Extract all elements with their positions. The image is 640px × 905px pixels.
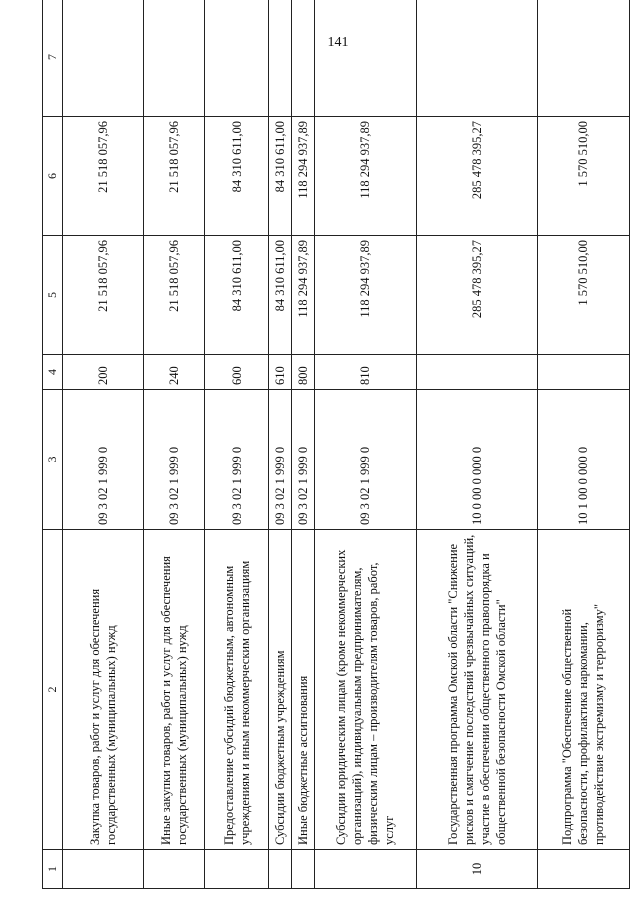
row-number: [205, 850, 269, 889]
rotated-page: [42, 31, 630, 889]
header-col-4: 4: [43, 355, 63, 390]
row-amount-5: 84 310 611,00: [269, 236, 292, 355]
row-amount-5: 285 478 395,27: [416, 236, 537, 355]
table-row: [205, 0, 269, 889]
row-type: 600: [205, 355, 269, 390]
row-amount-5: 1 570 510,00: [537, 236, 629, 355]
row-number: [143, 850, 205, 889]
table-row: [269, 0, 292, 889]
row-col-7: [143, 0, 205, 117]
row-amount-6: 285 478 395,27: [416, 117, 537, 236]
row-name: Государственная программа Омской области "Снижение рисков и смягчение последствий чрезвычайных ситуаций, участие в обеспечении общественного правопорядка и общественной безопасности Омской области": [416, 530, 537, 850]
row-amount-6: 1 570 510,00: [537, 117, 629, 236]
row-number: [292, 850, 315, 889]
row-type: 200: [63, 355, 143, 390]
row-col-7: [63, 0, 143, 117]
header-col-2: 2: [43, 530, 63, 850]
rotated-table-area: [42, 31, 630, 889]
page-number: 141: [327, 35, 349, 50]
table-row: [315, 0, 416, 889]
row-amount-5: 21 518 057,96: [63, 236, 143, 355]
row-amount-6: 21 518 057,96: [63, 117, 143, 236]
table-row: [63, 0, 143, 889]
row-name: Субсидии бюджетным учреждениям: [269, 530, 292, 850]
row-col-7: [537, 0, 629, 117]
row-type: 240: [143, 355, 205, 390]
row-type: 800: [292, 355, 315, 390]
row-col-7: [269, 0, 292, 117]
row-name: Иные закупки товаров, работ и услуг для обеспечения государственных (муниципальных) нужд: [143, 530, 205, 850]
row-name: Подпрограмма "Обеспечение общественной безопасности, профилактика наркомании, противодействие экстремизму и терроризму": [537, 530, 629, 850]
row-name: Иные бюджетные ассигнования: [292, 530, 315, 850]
row-code: 09 3 02 1 999 0: [315, 390, 416, 530]
row-code: 10 0 00 0 000 0: [416, 390, 537, 530]
row-number: [537, 850, 629, 889]
row-type: [537, 355, 629, 390]
row-number: [315, 850, 416, 889]
header-col-6: 6: [43, 117, 63, 236]
row-code: 09 3 02 1 999 0: [143, 390, 205, 530]
row-amount-5: 21 518 057,96: [143, 236, 205, 355]
row-amount-5: 118 294 937,89: [292, 236, 315, 355]
row-number: [63, 850, 143, 889]
table-row: [416, 0, 537, 889]
header-col-7: 7: [43, 0, 63, 117]
row-code: 09 3 02 1 999 0: [292, 390, 315, 530]
row-type: 810: [315, 355, 416, 390]
row-col-7: [416, 0, 537, 117]
table-row: [143, 0, 205, 889]
row-code: 09 3 02 1 999 0: [63, 390, 143, 530]
row-code: 09 3 02 1 999 0: [205, 390, 269, 530]
row-amount-6: 118 294 937,89: [315, 117, 416, 236]
row-col-7: [315, 0, 416, 117]
row-amount-6: 84 310 611,00: [269, 117, 292, 236]
row-type: [416, 355, 537, 390]
row-amount-6: 118 294 937,89: [292, 117, 315, 236]
header-col-3: 3: [43, 390, 63, 530]
row-name: Закупка товаров, работ и услуг для обеспечения государственных (муниципальных) нужд: [63, 530, 143, 850]
budget-table: [42, 0, 630, 889]
row-type: 610: [269, 355, 292, 390]
row-amount-6: 21 518 057,96: [143, 117, 205, 236]
table-row: [537, 0, 629, 889]
row-name: Предоставление субсидий бюджетным, автономным учреждениям и иным некоммерческим организациям: [205, 530, 269, 850]
row-code: 09 3 02 1 999 0: [269, 390, 292, 530]
row-amount-5: 84 310 611,00: [205, 236, 269, 355]
table-row: [292, 0, 315, 889]
row-amount-6: 84 310 611,00: [205, 117, 269, 236]
header-row: [43, 0, 63, 889]
row-number: [269, 850, 292, 889]
row-code: 10 1 00 0 000 0: [537, 390, 629, 530]
header-col-5: 5: [43, 236, 63, 355]
header-col-1: 1: [43, 850, 63, 889]
row-col-7: [292, 0, 315, 117]
row-col-7: [205, 0, 269, 117]
row-name: Субсидии юридическим лицам (кроме некоммерческих организаций), индивидуальным предпринимателям, физическим лицам – производителям товаров, работ, услуг: [315, 530, 416, 850]
row-number: 10: [416, 850, 537, 889]
row-amount-5: 118 294 937,89: [315, 236, 416, 355]
